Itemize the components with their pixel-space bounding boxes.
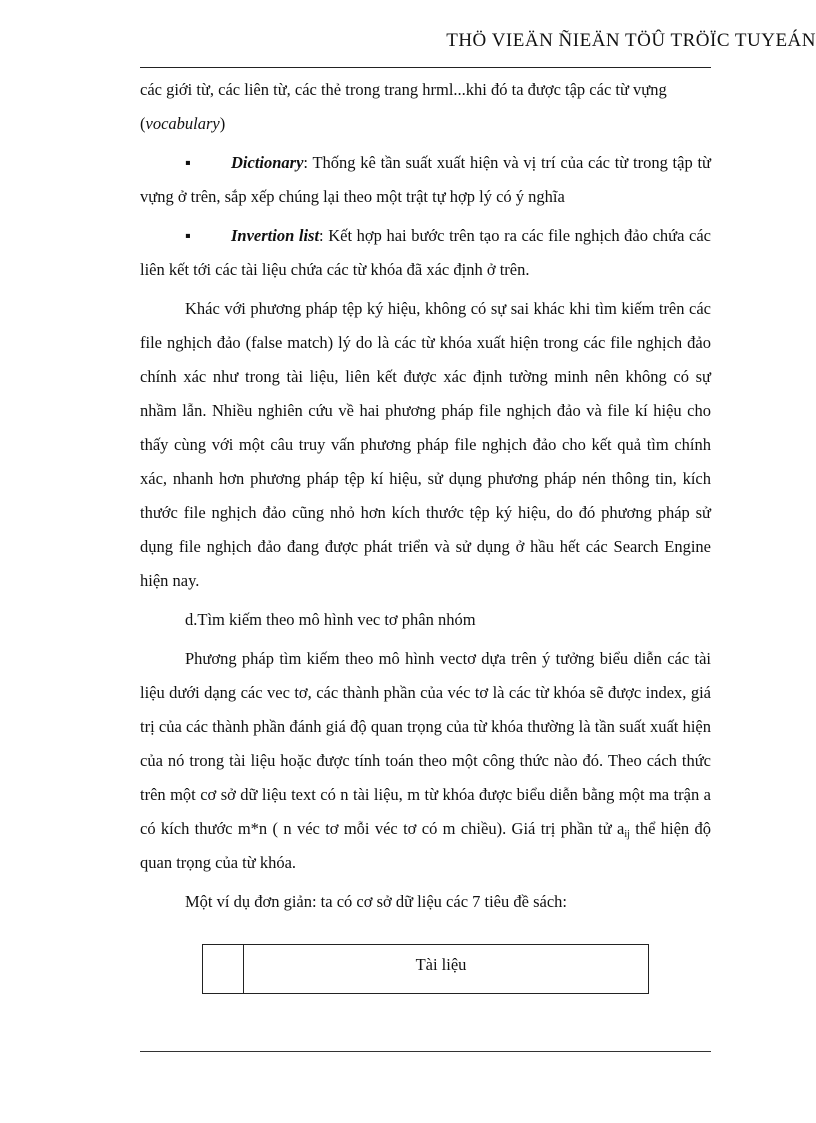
bullet-square-icon: ▪ [185,153,191,172]
paragraph-inverted-file: Khác với phương pháp tệp ký hiệu, không có sự sai khác khi tìm kiếm trên các file nghịch đảo (false match) lý do là các từ khóa xuất hiện trong các file nghịch đảo chính xác như trong tài liệu, liên kết được xác định tường minh nên không có sự nhầm lẫn. Nhiều nghiên cứu về hai phương pháp file nghịch đảo và file kí hiệu cho thấy cùng với một câu truy vấn phương pháp file nghịch đảo cho kết quả tìm chính xác, nhanh hơn phương pháp tệp kí hiệu, sử dụng phương pháp nén thông tin, kích thước file nghịch đảo cũng nhỏ hơn kích thước tệp ký hiệu, do đó phương pháp sử dụng file nghịch đảo đang được phát triển và sử dụng ở hầu hết các Search Engine hiện nay. [140,299,711,590]
bullet-invertion-list: ▪ Invertion list: Kết hợp hai bước trên tạo ra các file nghịch đảo chứa các liên kết tới các tài liệu chứa các từ khóa đã xác định ở trên. [140,219,711,287]
footer-divider [140,1051,711,1052]
table-header-row [203,945,649,994]
vocabulary-term: vocabulary [145,114,220,133]
table-header-documents: Tài liệu [244,945,649,994]
document-body [140,73,711,919]
section-heading-vector-model: d.Tìm kiếm theo mô hình vec tơ phân nhóm [185,610,476,629]
paragraph-vocabulary: các giới từ, các liên từ, các thẻ trong trang hrml...khi đó ta được tập các từ vựng (vocabulary) [140,80,667,133]
table-index-cell [203,945,244,994]
paragraph-vector-model: Phương pháp tìm kiếm theo mô hình vectơ dựa trên ý tưởng biểu diễn các tài liệu dưới dạng các vec tơ, các thành phần của véc tơ là các từ khóa sẽ được index, giá trị của các thành phần đánh giá độ quan trọng của từ khóa thường là tần suất xuất hiện của nó trong tài liệu hoặc được tính toán theo một công thức nào đó. Theo cách thức trên một cơ sở dữ liệu text có n tài liệu, m từ khóa được biểu diễn bằng một ma trận a có kích thước m*n ( n véc tơ mỗi véc tơ có m chiều). Giá trị phần tử $a_{ij}$ thể hiện độ quan trọng của từ khóa. [140,649,711,872]
bullet-square-icon: ▪ [185,226,191,245]
header-divider [140,67,711,68]
bullet-dictionary: ▪ Dictionary: Thống kê tần suất xuất hiện và vị trí của các từ trong tập từ vựng ở trên, sắp xếp chúng lại theo một trật tự hợp lý có ý nghĩa [140,146,711,214]
page-header-title: THÖ VIEÄN ÑIEÄN TÖÛ TRÖÏC TUYEÁN [446,30,816,51]
dictionary-term: Dictionary [231,153,304,172]
documents-table [202,944,649,994]
paragraph-example: Một ví dụ đơn giản: ta có cơ sở dữ liệu các 7 tiêu đề sách: [185,892,567,911]
invertion-list-term: Invertion list [231,226,320,245]
